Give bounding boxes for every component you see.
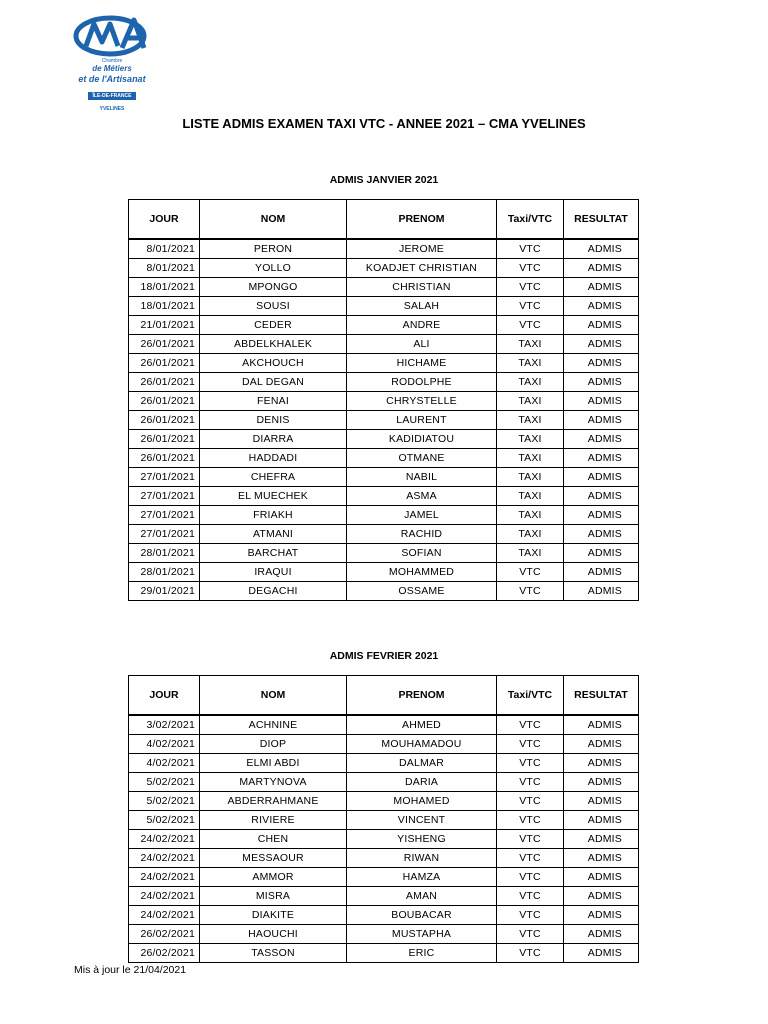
cell-resultat: ADMIS: [564, 354, 639, 373]
cell-jour: 26/01/2021: [129, 449, 200, 468]
cell-jour: 5/02/2021: [129, 792, 200, 811]
cell-resultat: ADMIS: [564, 830, 639, 849]
table-row: [129, 335, 639, 354]
table-row: [129, 754, 639, 773]
cell-prenom: DALMAR: [347, 754, 497, 773]
cell-resultat: ADMIS: [564, 906, 639, 925]
cell-jour: 26/01/2021: [129, 411, 200, 430]
table-row: [129, 773, 639, 792]
cell-jour: 24/02/2021: [129, 849, 200, 868]
cell-nom: ELMI ABDI: [200, 754, 347, 773]
cell-type: VTC: [497, 906, 564, 925]
cell-prenom: RODOLPHE: [347, 373, 497, 392]
cell-type: TAXI: [497, 335, 564, 354]
table-row: [129, 887, 639, 906]
cell-nom: CHEFRA: [200, 468, 347, 487]
table-fevrier: [128, 675, 639, 963]
cell-nom: DIARRA: [200, 430, 347, 449]
cell-nom: HAOUCHI: [200, 925, 347, 944]
cell-prenom: NABIL: [347, 468, 497, 487]
cell-prenom: BOUBACAR: [347, 906, 497, 925]
table-row: [129, 373, 639, 392]
table-header-row: [129, 676, 639, 716]
cell-nom: ABDELKHALEK: [200, 335, 347, 354]
cell-resultat: ADMIS: [564, 297, 639, 316]
cell-nom: TASSON: [200, 944, 347, 963]
cell-nom: AMMOR: [200, 868, 347, 887]
cell-type: VTC: [497, 297, 564, 316]
cell-nom: DEGACHI: [200, 582, 347, 601]
table-row: [129, 735, 639, 754]
cell-jour: 27/01/2021: [129, 468, 200, 487]
cell-jour: 26/01/2021: [129, 430, 200, 449]
table-row: [129, 392, 639, 411]
table-row: [129, 849, 639, 868]
cell-type: VTC: [497, 792, 564, 811]
cell-nom: BARCHAT: [200, 544, 347, 563]
cell-nom: FRIAKH: [200, 506, 347, 525]
table-row: [129, 830, 639, 849]
table-row: [129, 811, 639, 830]
cell-prenom: KOADJET CHRISTIAN: [347, 259, 497, 278]
cell-jour: 24/02/2021: [129, 887, 200, 906]
cell-prenom: JAMEL: [347, 506, 497, 525]
cell-prenom: AHMED: [347, 715, 497, 735]
cell-jour: 21/01/2021: [129, 316, 200, 335]
cell-type: TAXI: [497, 354, 564, 373]
logo-metiers: de Métiers: [92, 64, 132, 73]
table-row: [129, 906, 639, 925]
cell-type: VTC: [497, 316, 564, 335]
cell-resultat: ADMIS: [564, 430, 639, 449]
cell-jour: 26/01/2021: [129, 392, 200, 411]
cell-resultat: ADMIS: [564, 754, 639, 773]
logo-artisanat: et de l'Artisanat: [78, 74, 146, 84]
cell-prenom: YISHENG: [347, 830, 497, 849]
cell-nom: FENAI: [200, 392, 347, 411]
table-row: [129, 259, 639, 278]
cell-jour: 28/01/2021: [129, 544, 200, 563]
header-jour: JOUR: [129, 676, 200, 716]
cell-jour: 27/01/2021: [129, 525, 200, 544]
cell-type: VTC: [497, 259, 564, 278]
cell-resultat: ADMIS: [564, 925, 639, 944]
cell-resultat: ADMIS: [564, 715, 639, 735]
cell-nom: HADDADI: [200, 449, 347, 468]
cell-jour: 26/01/2021: [129, 354, 200, 373]
cell-resultat: ADMIS: [564, 544, 639, 563]
cell-type: VTC: [497, 849, 564, 868]
cell-nom: ATMANI: [200, 525, 347, 544]
header-type: Taxi/VTC: [497, 676, 564, 716]
cell-nom: MPONGO: [200, 278, 347, 297]
cell-resultat: ADMIS: [564, 259, 639, 278]
cell-prenom: RIWAN: [347, 849, 497, 868]
cell-prenom: OTMANE: [347, 449, 497, 468]
cell-type: TAXI: [497, 506, 564, 525]
cell-jour: 24/02/2021: [129, 868, 200, 887]
cell-prenom: RACHID: [347, 525, 497, 544]
cell-nom: YOLLO: [200, 259, 347, 278]
cell-jour: 18/01/2021: [129, 278, 200, 297]
cell-prenom: CHRYSTELLE: [347, 392, 497, 411]
cell-prenom: LAURENT: [347, 411, 497, 430]
table-body-janvier: [129, 239, 639, 601]
cell-type: TAXI: [497, 392, 564, 411]
logo-dept: YVELINES: [99, 106, 125, 112]
cell-resultat: ADMIS: [564, 849, 639, 868]
cell-prenom: HICHAME: [347, 354, 497, 373]
updated-date: Mis à jour le 21/04/2021: [74, 964, 187, 976]
cell-jour: 29/01/2021: [129, 582, 200, 601]
cell-nom: RIVIERE: [200, 811, 347, 830]
cell-nom: AKCHOUCH: [200, 354, 347, 373]
cell-prenom: JEROME: [347, 239, 497, 259]
table-row: [129, 449, 639, 468]
cell-jour: 26/02/2021: [129, 925, 200, 944]
cell-prenom: SALAH: [347, 297, 497, 316]
table-row: [129, 468, 639, 487]
header-resultat: RESULTAT: [564, 200, 639, 240]
table-janvier: [128, 199, 639, 601]
cell-type: VTC: [497, 773, 564, 792]
cell-jour: 8/01/2021: [129, 239, 200, 259]
cell-nom: MISRA: [200, 887, 347, 906]
cell-resultat: ADMIS: [564, 887, 639, 906]
cell-jour: 24/02/2021: [129, 830, 200, 849]
cell-resultat: ADMIS: [564, 525, 639, 544]
cell-jour: 28/01/2021: [129, 563, 200, 582]
cell-nom: CHEN: [200, 830, 347, 849]
page-title: LISTE ADMIS EXAMEN TAXI VTC - ANNEE 2021 – CMA YVELINES: [182, 116, 586, 131]
cell-prenom: SOFIAN: [347, 544, 497, 563]
cma-logo: [72, 14, 152, 118]
cell-type: VTC: [497, 830, 564, 849]
cell-jour: 26/02/2021: [129, 944, 200, 963]
cell-resultat: ADMIS: [564, 392, 639, 411]
header-nom: NOM: [200, 200, 347, 240]
table-row: [129, 944, 639, 963]
cell-jour: 8/01/2021: [129, 259, 200, 278]
header-prenom: PRENOM: [347, 200, 497, 240]
cell-type: TAXI: [497, 544, 564, 563]
cell-resultat: ADMIS: [564, 278, 639, 297]
logo-chambre: Chambre: [101, 58, 123, 64]
table-row: [129, 792, 639, 811]
cell-type: TAXI: [497, 525, 564, 544]
cell-type: TAXI: [497, 411, 564, 430]
cell-jour: 27/01/2021: [129, 487, 200, 506]
header-nom: NOM: [200, 676, 347, 716]
cell-prenom: ERIC: [347, 944, 497, 963]
cell-resultat: ADMIS: [564, 944, 639, 963]
cell-prenom: MUSTAPHA: [347, 925, 497, 944]
table-row: [129, 278, 639, 297]
cell-prenom: HAMZA: [347, 868, 497, 887]
cell-type: VTC: [497, 944, 564, 963]
cell-prenom: ANDRE: [347, 316, 497, 335]
cell-resultat: ADMIS: [564, 411, 639, 430]
cell-type: VTC: [497, 278, 564, 297]
cell-prenom: CHRISTIAN: [347, 278, 497, 297]
cell-jour: 5/02/2021: [129, 811, 200, 830]
cell-nom: DIAKITE: [200, 906, 347, 925]
cell-nom: DENIS: [200, 411, 347, 430]
cell-jour: 5/02/2021: [129, 773, 200, 792]
cell-resultat: ADMIS: [564, 506, 639, 525]
table-row: [129, 868, 639, 887]
cell-type: VTC: [497, 715, 564, 735]
header-jour: JOUR: [129, 200, 200, 240]
cell-resultat: ADMIS: [564, 335, 639, 354]
table-row: [129, 430, 639, 449]
header-type: Taxi/VTC: [497, 200, 564, 240]
table-row: [129, 297, 639, 316]
cell-jour: 26/01/2021: [129, 335, 200, 354]
cell-resultat: ADMIS: [564, 735, 639, 754]
cell-type: TAXI: [497, 468, 564, 487]
cell-resultat: ADMIS: [564, 468, 639, 487]
cell-nom: DIOP: [200, 735, 347, 754]
table-row: [129, 563, 639, 582]
section-title-fevrier: ADMIS FEVRIER 2021: [329, 650, 439, 662]
cell-type: TAXI: [497, 373, 564, 392]
table-row: [129, 316, 639, 335]
cell-type: TAXI: [497, 449, 564, 468]
cell-resultat: ADMIS: [564, 582, 639, 601]
cell-type: VTC: [497, 563, 564, 582]
cell-jour: 27/01/2021: [129, 506, 200, 525]
cell-nom: DAL DEGAN: [200, 373, 347, 392]
cell-type: TAXI: [497, 430, 564, 449]
table-header-row: [129, 200, 639, 240]
cell-prenom: ALI: [347, 335, 497, 354]
header-prenom: PRENOM: [347, 676, 497, 716]
cell-jour: 3/02/2021: [129, 715, 200, 735]
cell-type: VTC: [497, 735, 564, 754]
cell-nom: EL MUECHEK: [200, 487, 347, 506]
cell-type: VTC: [497, 925, 564, 944]
cell-prenom: VINCENT: [347, 811, 497, 830]
logo-region: ÎLE-DE-FRANCE: [88, 92, 136, 100]
cell-prenom: MOHAMED: [347, 792, 497, 811]
cell-resultat: ADMIS: [564, 316, 639, 335]
table-row: [129, 239, 639, 259]
cell-type: VTC: [497, 754, 564, 773]
section-title-janvier: ADMIS JANVIER 2021: [329, 174, 439, 186]
table-row: [129, 487, 639, 506]
cell-nom: ACHNINE: [200, 715, 347, 735]
cell-resultat: ADMIS: [564, 373, 639, 392]
cell-jour: 4/02/2021: [129, 735, 200, 754]
table-row: [129, 506, 639, 525]
cell-type: VTC: [497, 868, 564, 887]
table-row: [129, 525, 639, 544]
cell-resultat: ADMIS: [564, 487, 639, 506]
cell-resultat: ADMIS: [564, 811, 639, 830]
cell-nom: CEDER: [200, 316, 347, 335]
table-body-fevrier: [129, 715, 639, 963]
cell-type: VTC: [497, 239, 564, 259]
cell-nom: PERON: [200, 239, 347, 259]
cell-prenom: KADIDIATOU: [347, 430, 497, 449]
cell-type: VTC: [497, 811, 564, 830]
cell-resultat: ADMIS: [564, 239, 639, 259]
cell-nom: MESSAOUR: [200, 849, 347, 868]
table-row: [129, 925, 639, 944]
table-row: [129, 582, 639, 601]
cell-resultat: ADMIS: [564, 792, 639, 811]
cell-jour: 24/02/2021: [129, 906, 200, 925]
cell-type: VTC: [497, 887, 564, 906]
cma-logo-mark: [72, 14, 152, 60]
cell-prenom: ASMA: [347, 487, 497, 506]
cell-prenom: DARIA: [347, 773, 497, 792]
cell-jour: 4/02/2021: [129, 754, 200, 773]
header-resultat: RESULTAT: [564, 676, 639, 716]
cell-type: VTC: [497, 582, 564, 601]
table-row: [129, 411, 639, 430]
cell-prenom: MOUHAMADOU: [347, 735, 497, 754]
table-row: [129, 715, 639, 735]
table-row: [129, 544, 639, 563]
cell-prenom: AMAN: [347, 887, 497, 906]
cell-prenom: MOHAMMED: [347, 563, 497, 582]
cell-resultat: ADMIS: [564, 868, 639, 887]
table-row: [129, 354, 639, 373]
cell-type: TAXI: [497, 487, 564, 506]
cell-resultat: ADMIS: [564, 449, 639, 468]
cell-nom: SOUSI: [200, 297, 347, 316]
cell-resultat: ADMIS: [564, 563, 639, 582]
cell-nom: ABDERRAHMANE: [200, 792, 347, 811]
cell-nom: IRAQUI: [200, 563, 347, 582]
cell-resultat: ADMIS: [564, 773, 639, 792]
cell-prenom: OSSAME: [347, 582, 497, 601]
cell-jour: 26/01/2021: [129, 373, 200, 392]
cell-jour: 18/01/2021: [129, 297, 200, 316]
cell-nom: MARTYNOVA: [200, 773, 347, 792]
